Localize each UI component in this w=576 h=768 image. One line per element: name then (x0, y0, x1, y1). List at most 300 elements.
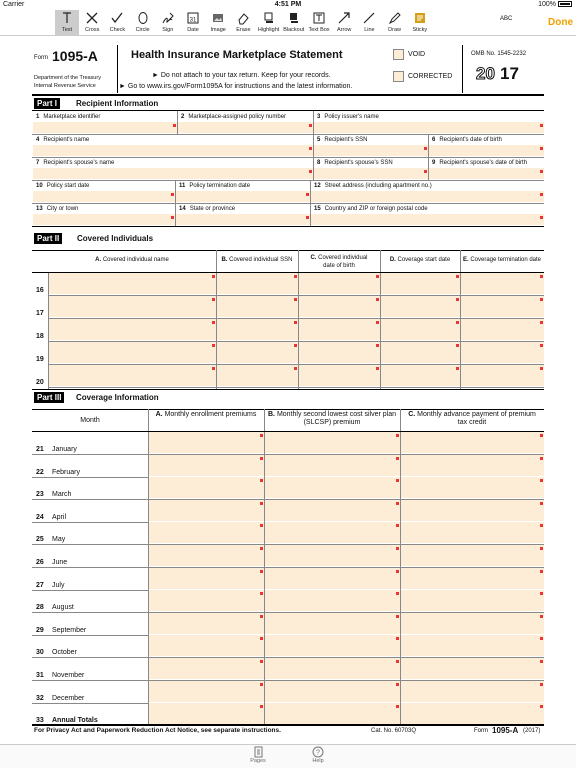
part2-column-header (48, 256, 216, 264)
required-marker (540, 570, 543, 573)
field-text: Recipient's spouse's SSN (324, 160, 393, 166)
required-marker (294, 298, 297, 301)
required-marker (260, 524, 263, 527)
tool-text-button[interactable] (55, 10, 79, 36)
sign-icon (161, 11, 175, 25)
covered-individual-cell[interactable] (461, 319, 544, 340)
column-label: Covered individual date of birth (318, 255, 368, 269)
part1-field-label (314, 206, 428, 212)
monthly-amount-cell[interactable] (401, 658, 544, 679)
required-marker (396, 705, 399, 708)
row-number: 21 (36, 446, 44, 453)
rule (32, 203, 544, 204)
field-text: Country and ZIP or foreign postal code (324, 206, 428, 212)
required-marker (306, 216, 309, 219)
month-name: November (52, 672, 85, 679)
monthly-amount-cell[interactable] (149, 658, 264, 679)
month-name: January (52, 446, 77, 453)
required-marker (396, 615, 399, 618)
covered-individual-cell[interactable] (299, 365, 380, 386)
field-recipient-s-date-of-birth-input[interactable] (429, 145, 544, 156)
omb-divider (462, 45, 463, 93)
tool-draw-button[interactable] (383, 10, 407, 36)
highlight-icon (262, 11, 276, 25)
required-marker (294, 275, 297, 278)
required-marker (540, 637, 543, 640)
text-icon (60, 11, 74, 25)
column-letter: C. (310, 255, 317, 261)
image-icon (211, 11, 225, 25)
covered-individual-cell[interactable] (299, 342, 380, 363)
status-bar (0, 0, 576, 10)
erase-icon (236, 11, 250, 25)
required-marker (540, 502, 543, 505)
field-text: Marketplace identifier (43, 114, 101, 120)
required-marker (396, 683, 399, 686)
field-recipient-s-ssn-input[interactable] (314, 145, 428, 156)
part1-field-label (317, 114, 379, 120)
rule (32, 226, 544, 227)
field-recipient-s-spouse-s-name-input[interactable] (33, 168, 313, 179)
form-title: Health Insurance Marketplace Statement (131, 49, 343, 61)
field-text: Recipient's name (43, 137, 90, 143)
month-name: September (52, 626, 87, 634)
tool-label: Circle (135, 27, 150, 33)
monthly-amount-cell[interactable] (149, 703, 264, 724)
month-name: October (52, 649, 77, 657)
required-marker (309, 170, 312, 173)
required-marker (260, 434, 263, 437)
required-marker (396, 479, 399, 482)
part1-field-label (432, 160, 527, 166)
monthly-amount-cell[interactable] (265, 545, 400, 566)
monthly-amount-cell[interactable] (149, 545, 264, 566)
required-marker (260, 592, 263, 595)
required-marker (212, 344, 215, 347)
required-marker (306, 193, 309, 196)
column-letter: B. (268, 411, 275, 418)
tool-label: Check (109, 27, 126, 33)
covered-individual-cell[interactable] (381, 342, 460, 363)
part2-tag: Part II (34, 233, 62, 244)
row-number: 16 (36, 287, 44, 294)
field-state-or-province-input[interactable] (176, 214, 310, 225)
tool-blackout-button[interactable] (282, 10, 306, 36)
monthly-amount-cell[interactable] (265, 455, 400, 476)
tool-image-button[interactable] (206, 10, 230, 36)
field-number: 3 (317, 114, 321, 120)
column-letter: B. (221, 257, 228, 263)
monthly-amount-cell[interactable] (149, 500, 264, 521)
field-text: Street address (including apartment no.) (324, 183, 432, 189)
required-marker (376, 344, 379, 347)
monthly-amount-cell[interactable] (149, 477, 264, 498)
required-marker (540, 298, 543, 301)
covered-individual-cell[interactable] (49, 319, 216, 340)
required-marker (260, 457, 263, 460)
monthly-amount-cell[interactable] (149, 681, 264, 702)
row-number: 18 (36, 333, 44, 340)
monthly-amount-cell[interactable] (401, 477, 544, 498)
covered-individual-cell[interactable] (49, 273, 216, 294)
monthly-amount-cell[interactable] (265, 522, 400, 543)
monthly-amount-cell[interactable] (265, 635, 400, 656)
tool-label: Highlight (257, 27, 280, 33)
monthly-amount-cell[interactable] (149, 432, 264, 453)
field-number: 12 (314, 183, 321, 189)
tab-label: Pages (250, 758, 266, 764)
svg-text:?: ? (316, 749, 320, 757)
month-name: August (52, 604, 74, 612)
tool-label: Draw (388, 27, 402, 33)
omb-number: OMB No. 1545-2232 (471, 51, 527, 57)
required-marker (396, 502, 399, 505)
column-letter: E. (462, 257, 469, 263)
rule (48, 387, 544, 388)
part1-field-label (317, 137, 368, 143)
tool-line-button[interactable] (357, 10, 381, 36)
monthly-amount-cell[interactable] (265, 590, 400, 611)
column-label: Monthly advance payment of premium tax credit (417, 411, 536, 426)
svg-text:31: 31 (189, 17, 197, 24)
field-text: State or province (189, 206, 236, 212)
monthly-amount-cell[interactable] (265, 432, 400, 453)
tool-label: Blackout (283, 27, 305, 33)
battery-indicator (538, 0, 572, 10)
tool-highlight-button[interactable] (257, 10, 281, 36)
tool-label: Text (61, 27, 73, 33)
rule (32, 409, 544, 410)
field-text: Policy start date (46, 183, 90, 189)
required-marker (260, 479, 263, 482)
field-number: 6 (432, 137, 436, 143)
monthly-amount-cell[interactable] (401, 681, 544, 702)
required-marker (540, 705, 543, 708)
required-marker (171, 193, 174, 196)
instruction-2: ► Go to www.irs.gov/Form1095A for instructions and the latest information. (119, 83, 353, 90)
tool-label: Line (364, 27, 375, 33)
covered-individual-cell[interactable] (381, 273, 460, 294)
monthly-amount-cell[interactable] (401, 613, 544, 634)
monthly-amount-cell[interactable] (265, 681, 400, 702)
column-letter: D. (389, 257, 396, 263)
field-country-and-zip-or-foreign-postal-code-input[interactable] (311, 214, 544, 225)
tool-erase-button[interactable] (231, 10, 255, 36)
required-marker (540, 170, 543, 173)
monthly-amount-cell[interactable] (149, 455, 264, 476)
corrected-checkbox[interactable] (393, 71, 404, 82)
covered-individual-cell[interactable] (217, 319, 298, 340)
tool-text-box-button[interactable] (307, 10, 331, 36)
column-label: Coverage termination date (470, 257, 542, 263)
rule (32, 134, 544, 135)
header-rule (32, 94, 544, 96)
tool-sticky-button[interactable] (408, 10, 432, 36)
tab-help[interactable] (298, 746, 338, 764)
form-number: 1095-A (52, 48, 98, 64)
covered-individual-cell[interactable] (299, 273, 380, 294)
covered-individual-cell[interactable] (461, 296, 544, 317)
catalog-number: Cat. No. 60703Q (371, 728, 417, 734)
corrected-label: CORRECTED (408, 73, 453, 80)
field-number: 8 (317, 160, 321, 166)
required-marker (396, 524, 399, 527)
covered-individual-cell[interactable] (461, 342, 544, 363)
agency-line2: Internal Revenue Service (34, 83, 96, 89)
column-letter: C. (408, 411, 416, 418)
column-label: Monthly enrollment premiums (164, 411, 257, 418)
column-letter: A. (95, 257, 102, 263)
covered-individual-cell[interactable] (461, 273, 544, 294)
form-word: Form (34, 55, 48, 61)
monthly-amount-cell[interactable] (401, 500, 544, 521)
circle-icon (136, 11, 150, 25)
field-text: Marketplace-assigned policy number (188, 114, 287, 120)
annotation-toolbar (0, 10, 576, 36)
part1-field-label (314, 183, 432, 189)
agency-line1: Department of the Treasury (34, 75, 101, 81)
sticky-icon (413, 11, 427, 25)
field-number: 10 (36, 183, 43, 189)
covered-individual-cell[interactable] (381, 365, 460, 386)
monthly-amount-cell[interactable] (401, 545, 544, 566)
part1-field-label (179, 183, 250, 189)
column-label: Monthly second lowest cost silver plan (SLCSP) premium (276, 411, 397, 426)
part1-field-label (317, 160, 393, 166)
required-marker (424, 170, 427, 173)
monthly-amount-cell[interactable] (149, 568, 264, 589)
required-marker (171, 216, 174, 219)
part1-field-label (179, 206, 235, 212)
field-number: 4 (36, 137, 40, 143)
covered-individual-cell[interactable] (217, 365, 298, 386)
tool-arrow-button[interactable] (332, 10, 356, 36)
required-marker (260, 547, 263, 550)
field-text: Recipient's date of birth (439, 137, 502, 143)
field-text: Policy issuer's name (324, 114, 379, 120)
field-city-or-town-input[interactable] (33, 214, 175, 225)
part1-field-label (36, 137, 89, 143)
tool-check-button[interactable] (105, 10, 129, 36)
required-marker (540, 147, 543, 150)
required-marker (396, 434, 399, 437)
required-marker (456, 321, 459, 324)
covered-individual-cell[interactable] (381, 319, 460, 340)
rule (32, 250, 544, 251)
covered-individual-cell[interactable] (299, 319, 380, 340)
required-marker (212, 321, 215, 324)
row-number: 22 (36, 468, 44, 476)
tool-date-button[interactable] (181, 10, 205, 36)
month-name: Annual Totals (52, 717, 98, 725)
tool-circle-button[interactable] (131, 10, 155, 36)
covered-individual-cell[interactable] (217, 342, 298, 363)
tab-pages[interactable] (238, 746, 278, 764)
field-number: 15 (314, 206, 321, 212)
row-number: 32 (36, 694, 44, 702)
required-marker (396, 547, 399, 550)
field-street-address-including-apartment-no--input[interactable] (311, 191, 544, 202)
field-number: 7 (36, 160, 40, 166)
covered-individual-cell[interactable] (49, 342, 216, 363)
covered-individual-cell[interactable] (49, 296, 216, 317)
field-number: 13 (36, 206, 43, 212)
covered-individual-cell[interactable] (49, 365, 216, 386)
required-marker (456, 367, 459, 370)
monthly-amount-cell[interactable] (401, 590, 544, 611)
required-marker (456, 344, 459, 347)
monthly-amount-cell[interactable] (149, 522, 264, 543)
tool-label: Image (210, 27, 226, 33)
required-marker (540, 479, 543, 482)
row-number: 26 (36, 559, 44, 566)
field-text: Recipient's spouse's date of birth (439, 160, 528, 166)
field-number: 9 (432, 160, 436, 166)
covered-individual-cell[interactable] (217, 296, 298, 317)
part1-field-label (36, 160, 114, 166)
field-marketplace-assigned-policy-number-input[interactable] (178, 122, 313, 133)
required-marker (540, 344, 543, 347)
part1-title: Recipient Information (76, 99, 159, 108)
monthly-amount-cell[interactable] (401, 455, 544, 476)
part3-tag: Part III (34, 392, 64, 403)
part1-field-label (36, 114, 100, 120)
field-recipient-s-spouse-s-date-of-birth-input[interactable] (429, 168, 544, 179)
field-policy-issuer-s-name-input[interactable] (314, 122, 544, 133)
field-recipient-s-name-input[interactable] (33, 145, 313, 156)
part3-column-header (152, 411, 260, 419)
part1-field-label (36, 183, 89, 189)
required-marker (212, 367, 215, 370)
monthly-amount-cell[interactable] (265, 703, 400, 724)
required-marker (540, 367, 543, 370)
tab-label: Help (312, 758, 324, 764)
required-marker (294, 344, 297, 347)
required-marker (396, 457, 399, 460)
covered-individual-cell[interactable] (461, 365, 544, 386)
form-1095a (0, 37, 576, 744)
battery-icon (558, 1, 572, 7)
covered-individual-cell[interactable] (217, 273, 298, 294)
required-marker (540, 124, 543, 127)
row-number: 25 (36, 536, 44, 544)
month-name: April (52, 513, 67, 521)
required-marker (173, 124, 176, 127)
row-number: 31 (36, 672, 44, 679)
part1-field-label (432, 137, 502, 143)
check-icon (110, 11, 124, 25)
monthly-amount-cell[interactable] (149, 590, 264, 611)
monthly-amount-cell[interactable] (401, 568, 544, 589)
monthly-amount-cell[interactable] (149, 613, 264, 634)
part2-column-header (216, 256, 298, 264)
field-marketplace-identifier-input[interactable] (33, 122, 177, 133)
tool-label: Sticky (412, 27, 428, 33)
part2-column-header (306, 254, 372, 270)
rule (32, 180, 544, 181)
monthly-amount-cell[interactable] (149, 635, 264, 656)
row-number: 28 (36, 604, 44, 612)
required-marker (309, 124, 312, 127)
required-marker (260, 570, 263, 573)
required-marker (540, 615, 543, 618)
monthly-amount-cell[interactable] (265, 568, 400, 589)
required-marker (260, 615, 263, 618)
part3-column-header (404, 411, 540, 427)
monthly-amount-cell[interactable] (401, 703, 544, 724)
monthly-amount-cell[interactable] (401, 432, 544, 453)
month-name: July (52, 581, 65, 589)
row-number: 29 (36, 626, 44, 634)
required-marker (540, 321, 543, 324)
covered-individual-cell[interactable] (381, 296, 460, 317)
row-number: 19 (36, 356, 44, 363)
field-recipient-s-spouse-s-ssn-input[interactable] (314, 168, 428, 179)
required-marker (376, 321, 379, 324)
text-box-icon (312, 11, 326, 25)
blackout-icon (287, 11, 301, 25)
row-number: 30 (36, 649, 44, 657)
row-number: 27 (36, 581, 44, 589)
required-marker (376, 367, 379, 370)
required-marker (309, 147, 312, 150)
required-marker (396, 637, 399, 640)
field-policy-termination-date-input[interactable] (176, 191, 310, 202)
draw-icon (388, 11, 402, 25)
required-marker (376, 298, 379, 301)
field-policy-start-date-input[interactable] (33, 191, 175, 202)
spellcheck-button[interactable]: ABC (500, 16, 513, 22)
monthly-amount-cell[interactable] (265, 613, 400, 634)
part2-column-header (460, 256, 544, 264)
tool-label: Date (187, 27, 199, 33)
required-marker (212, 298, 215, 301)
month-name: May (52, 536, 66, 544)
monthly-amount-cell[interactable] (265, 658, 400, 679)
tool-label: Erase (236, 27, 251, 33)
required-marker (540, 193, 543, 196)
column-label: Covered individual SSN (229, 257, 293, 263)
row-number: 24 (36, 513, 44, 521)
year-prefix: 20 (476, 64, 495, 83)
monthly-amount-cell[interactable] (401, 522, 544, 543)
part2-column-header (380, 256, 460, 264)
tool-label: Text Box (308, 27, 330, 33)
monthly-amount-cell[interactable] (401, 635, 544, 656)
void-checkbox[interactable] (393, 49, 404, 60)
tool-cross-button[interactable] (80, 10, 104, 36)
required-marker (424, 147, 427, 150)
required-marker (540, 434, 543, 437)
monthly-amount-cell[interactable] (265, 477, 400, 498)
privacy-notice: For Privacy Act and Paperwork Reduction Act Notice, see separate instructions. (34, 727, 281, 734)
required-marker (540, 592, 543, 595)
required-marker (212, 275, 215, 278)
covered-individual-cell[interactable] (299, 296, 380, 317)
part3-column-header (268, 411, 396, 427)
field-text: Recipient's spouse's name (43, 160, 115, 166)
required-marker (540, 216, 543, 219)
monthly-amount-cell[interactable] (265, 500, 400, 521)
tool-sign-button[interactable] (156, 10, 180, 36)
column-label: Coverage start date (397, 257, 451, 263)
required-marker (294, 321, 297, 324)
column-letter: A. (155, 411, 163, 418)
field-text: Policy termination date (189, 183, 251, 189)
done-button[interactable]: Done (548, 17, 573, 28)
required-marker (294, 367, 297, 370)
month-name: February (52, 468, 81, 476)
